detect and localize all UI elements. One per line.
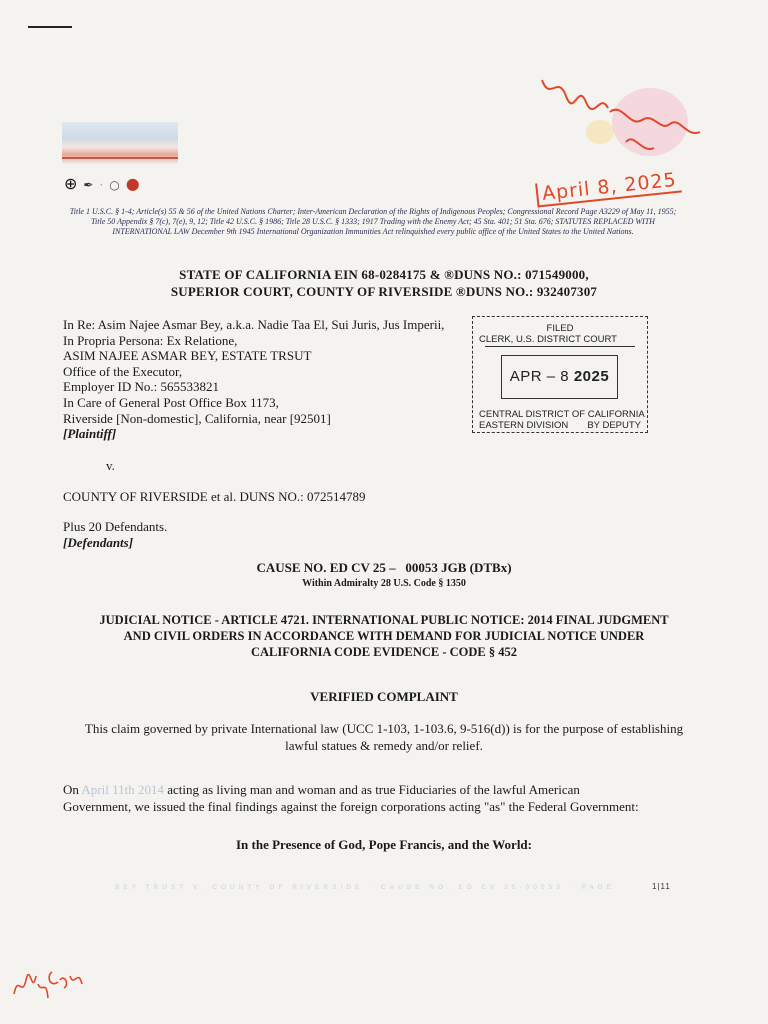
handwritten-my-copy-note (8, 954, 88, 1014)
plaintiff-line: Office of the Executor, (63, 363, 183, 379)
plaintiff-line: Riverside [Non-domestic], California, near [92501] (63, 410, 331, 426)
body-text: acting as living man and woman and as true Fiduciaries of the lawful American (164, 782, 580, 797)
plaintiff-line: Employer ID No.: 565533821 (63, 379, 219, 395)
feather-icon: ✒ (83, 178, 100, 192)
emblem-row (64, 175, 146, 194)
plaintiff-role: [Plaintiff] (63, 426, 117, 442)
stamp-divider (485, 346, 635, 347)
defendant-role: [Defendants] (63, 535, 134, 550)
body-paragraph (63, 781, 703, 815)
claim-line: lawful statues & remedy and/or relief. (285, 738, 483, 753)
top-rule (28, 26, 72, 28)
defendant-county: COUNTY OF RIVERSIDE et al. DUNS NO.: 072514789 (63, 489, 366, 504)
plaintiff-line: In Re: Asim Najee Asmar Bey, a.k.a. Nadie Taa El, Sui Juris, Jus Imperii, (63, 317, 445, 332)
red-seal-icon: ● (125, 174, 146, 193)
body-line-2: Government, we issued the final findings against the foreign corporations acting "as" the Federal Government: (63, 799, 639, 814)
defendant-block (63, 519, 167, 551)
plaintiff-line: In Care of General Post Office Box 1173, (63, 394, 279, 410)
stamp-filed-label: FILED (546, 323, 574, 334)
statutory-fineprint: Title 1 U.S.C. § 1-4; Article(s) 55 & 56 of the United Nations Charter; Inter-American Declaration of the Rights of Indigenous Peoples; Congressional Record Page A3229 of May 11, 1955; Title 50 Appendix § 7(c), 7(e), 9, 12; Title 42 U.S.C. § 1986; Title 28 U.S.C. § 1333; 1917 Trading with the Enemy Act; 45 Sta. 401; 51 Sta. 676; STATUTES REPLACED WITH INTERNATIONAL LAW December 9th 1945 International Organization Immunities Act relinquished every public office of the United States to the United Nations. (69, 207, 677, 236)
jurisdiction-line: Within Admiralty 28 U.S. Code § 1350 (302, 578, 466, 589)
court-filed-stamp (472, 316, 648, 433)
plaintiff-line: In Propria Persona: Ex Relatione, (63, 332, 238, 348)
complaint-title: VERIFIED COMPLAINT (310, 689, 458, 704)
page-number: 1|11 (652, 882, 671, 891)
stamp-district: CENTRAL DISTRICT OF CALIFORNIA (479, 409, 645, 420)
claim-paragraph (60, 720, 708, 754)
handwritten-date: April 8, 2025 (535, 168, 682, 207)
stamp-clerk-label: CLERK, U.S. DISTRICT COURT (479, 334, 617, 345)
presence-heading: In the Presence of God, Pope Francis, and the World: (236, 837, 532, 852)
stamp-date-month: APR – 8 (509, 368, 570, 385)
caption-line-1: STATE OF CALIFORNIA EIN 68-0284175 & ®DUNS NO.: 071549000, (179, 267, 589, 282)
versus: v. (106, 458, 115, 473)
stamp-date (502, 368, 617, 385)
dot-icon: · (99, 178, 110, 192)
banner-red-line (62, 157, 178, 159)
running-footer: BEY TRUST V. COUNTY OF RIVERSIDE · CAUSE NO. ED CV 25-00053 · PAGE (115, 884, 616, 891)
body-prefix: On (63, 782, 82, 797)
plaintiff-line: ASIM NAJEE ASMAR BEY, ESTATE TRSUT (63, 348, 312, 364)
circle-icon: ○ (109, 178, 126, 192)
caption-line-2: SUPERIOR COURT, COUNTY OF RIVERSIDE ®DUNS NO.: 932407307 (170, 284, 598, 299)
notice-line: CALIFORNIA CODE EVIDENCE - CODE § 452 (251, 645, 517, 659)
crosshair-icon: ⊕ (64, 174, 84, 193)
stamp-date-year: 2025 (573, 368, 610, 385)
notice-line: AND CIVIL ORDERS IN ACCORDANCE WITH DEMAND FOR JUDICIAL NOTICE UNDER (123, 629, 645, 643)
stamp-date-box (501, 355, 618, 399)
cause-number: CAUSE NO. ED CV 25 – 00053 JGB (DTBx) (256, 560, 512, 575)
defendant-plus: Plus 20 Defendants. (63, 519, 168, 534)
notice-line: JUDICIAL NOTICE - ARTICLE 4721. INTERNATIONAL PUBLIC NOTICE: 2014 FINAL JUDGMENT (99, 613, 669, 627)
stamp-division: EASTERN DIVISION (479, 420, 569, 431)
plaintiff-block (63, 317, 468, 442)
judicial-notice-title (60, 612, 708, 660)
stamp-deputy: BY DEPUTY (587, 420, 641, 431)
claim-line: This claim governed by private International law (UCC 1-103, 1-103.6, 9-516(d)) is for the purpose of establishing (84, 721, 684, 736)
body-date: April 11th 2014 (81, 782, 164, 797)
